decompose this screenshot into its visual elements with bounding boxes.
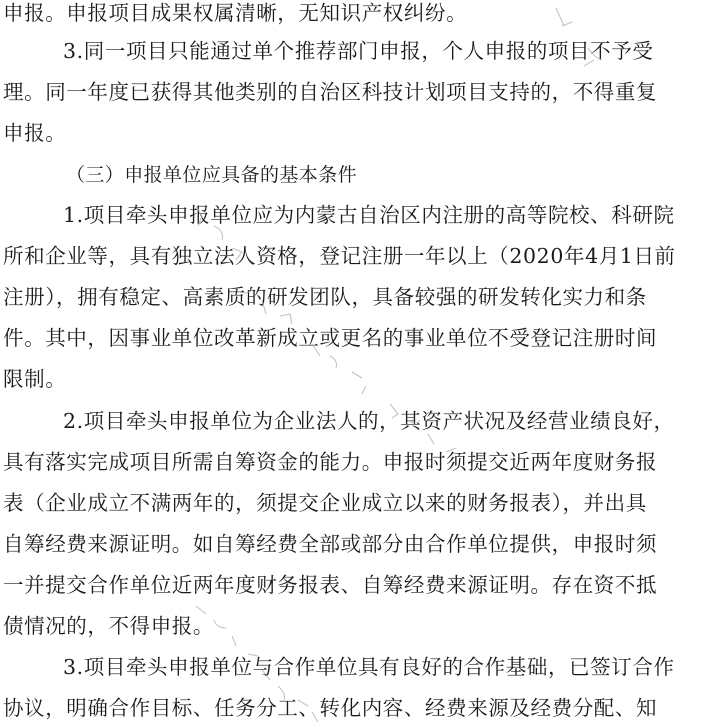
text-line-10: 限制。 — [3, 367, 67, 391]
text-line-9: 件。其中，因事业单位改革新成立或更名的事业单位不受登记注册时间 — [3, 326, 658, 350]
text-line-11: 2.项目牵头申报单位为企业法人的，其资产状况及经营业绩良好， — [63, 409, 675, 433]
text-line-12: 具有落实完成项目所需自筹资金的能力。申报时须提交近两年度财务报 — [3, 450, 658, 474]
text-line-13: 表（企业成立不满两年的，须提交企业成立以来的财务报表），并出具 — [3, 491, 647, 515]
text-line-8: 注册），拥有稳定、高素质的研发团队，具备较强的研发转化实力和条 — [3, 285, 647, 309]
text-line-17: 3.项目牵头申报单位与合作单位具有良好的合作基础，已签订合作 — [63, 655, 675, 679]
text-line-3: 理。同一年度已获得其他类别的自治区科技计划项目支持的，不得重复 — [3, 80, 658, 104]
section-heading: （三）申报单位应具备的基本条件 — [66, 164, 358, 186]
text-line-7: 所和企业等，具有独立法人资格，登记注册一年以上（2020年4月1日前 — [3, 244, 676, 268]
text-line-16: 债情况的，不得申报。 — [3, 614, 214, 638]
text-line-15: 一并提交合作单位近两年度财务报表、自筹经费来源证明。存在资不抵 — [3, 573, 658, 597]
text-line-1: 申报。申报项目成果权属清晰，无知识产权纠纷。 — [3, 1, 468, 25]
text-line-4: 申报。 — [3, 121, 67, 145]
text-line-2: 3.同一项目只能通过单个推荐部门申报，个人申报的项目不予受 — [63, 39, 654, 63]
text-line-6: 1.项目牵头申报单位应为内蒙古自治区内注册的高等院校、科研院 — [63, 203, 675, 227]
text-line-14: 自筹经费来源证明。如自筹经费全部或部分由合作单位提供，申报时须 — [3, 532, 658, 556]
text-line-18: 协议，明确合作目标、任务分工、转化内容、经费来源及经费分配、知 — [3, 696, 658, 720]
